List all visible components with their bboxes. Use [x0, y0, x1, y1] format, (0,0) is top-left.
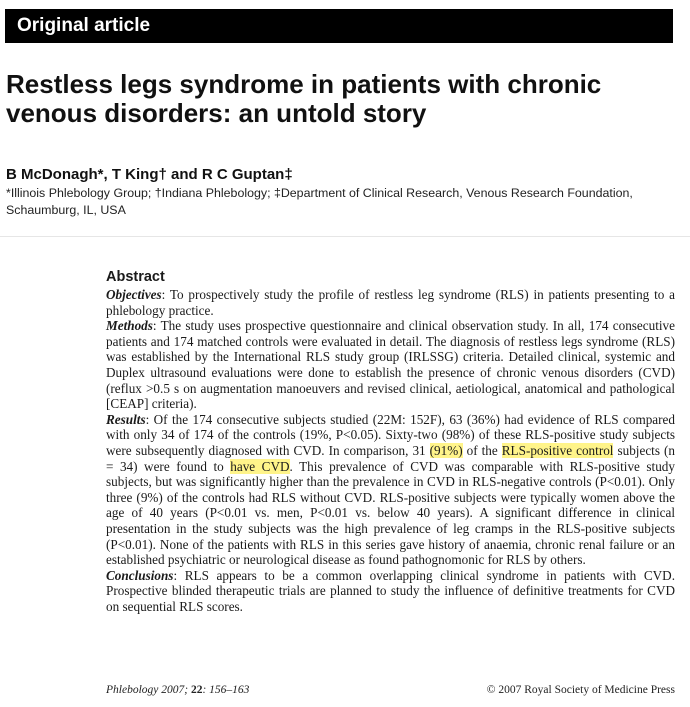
abstract-methods: [106, 318, 675, 412]
results-highlight-2: RLS-positive control: [501, 442, 614, 458]
author-list: B McDonagh*, T King† and R C Guptan‡: [6, 166, 293, 183]
conclusions-text: : RLS appears to be a common overlapping clinical syndrome in patients with CVD. Prospective blinded therapeutic trials are planned to study the influence of definitive treatments for CVD on sequential RLS scores.: [106, 567, 675, 614]
abstract-results: [106, 412, 675, 568]
abstract-section: [106, 269, 675, 614]
copyright-notice: © 2007 Royal Society of Medicine Press: [486, 684, 675, 696]
page-footer: [106, 683, 675, 697]
results-text-4: . This prevalence of CVD was comparable with RLS-positive study subjects, but was significantly higher than the prevalence in CVD in RLS-negative controls (P<0.01). Only three (9%) of the controls had RLS without CVD. RLS-positive subjects were typically women above the age of 40 years (P<0.01 vs. men, P<0.01 vs. below 40 years). A significant difference in clinical presentation in the study subjects was the high prevalence of leg cramps in the RLS-positive subjects (P<0.01). None of the patients with RLS in this series gave history of anaemia, chronic renal failure or an established psychiatric or neurological disease as found pathognomonic for RLS by others.: [106, 458, 675, 568]
journal-citation: [106, 683, 249, 697]
results-text-1: : Of the 174 consecutive subjects studied (22M: 152F), 63 (36%) had evidence of RLS compared with only 34 of 174 of the controls (19%, P<0.05). Sixty-two (98%) of these RLS-positive study subjects were subsequently diagnosed with CVD. In comparison, 31: [106, 411, 675, 458]
journal-pages: : 156–163: [202, 684, 250, 696]
objectives-label: Objectives: [106, 287, 162, 302]
abstract-conclusions: [106, 568, 675, 615]
results-text-2: of the: [462, 442, 502, 458]
header-divider: [0, 236, 690, 237]
conclusions-label: Conclusions: [106, 567, 174, 583]
results-highlight-3: have CVD: [230, 458, 290, 474]
results-text-3: subjects (n = 34) were found to: [106, 442, 675, 474]
methods-label: Methods: [106, 318, 153, 334]
section-banner: [5, 9, 673, 43]
journal-volume: 22: [190, 684, 203, 696]
abstract-heading: Abstract: [106, 269, 165, 285]
article-title: Restless legs syndrome in patients with chronic venous disorders: an untold story: [6, 69, 602, 128]
author-affiliations: *Illinois Phlebology Group; †Indiana Phlebology; ‡Department of Clinical Research, Venous Research Foundation, Schaumburg, IL, USA: [6, 186, 633, 217]
results-label: Results: [106, 411, 146, 427]
section-label: Original article: [17, 15, 151, 36]
journal-name: Phlebology 2007;: [106, 684, 191, 696]
abstract-objectives: [106, 287, 675, 318]
results-highlight-1: (91%): [429, 442, 463, 458]
methods-text: : The study uses prospective questionnaire and clinical observation study. In all, 174 consecutive patients and 174 matched controls were evaluated in detail. The diagnosis of restless legs syndrome (RLS) was established by the International RLS study group (IRLSSG) criteria. Detailed clinical, systemic and Duplex ultrasound evaluations were done to establish the presence of chronic venous disorders (CVD) (reflux >0.5 s on augmentation manoeuvers and revised clinical, aetiological, anatomical and pathological [CEAP] criteria).: [106, 318, 675, 412]
objectives-text: : To prospectively study the profile of restless leg syndrome (RLS) in patients presenting to a phlebology practice.: [106, 287, 675, 318]
